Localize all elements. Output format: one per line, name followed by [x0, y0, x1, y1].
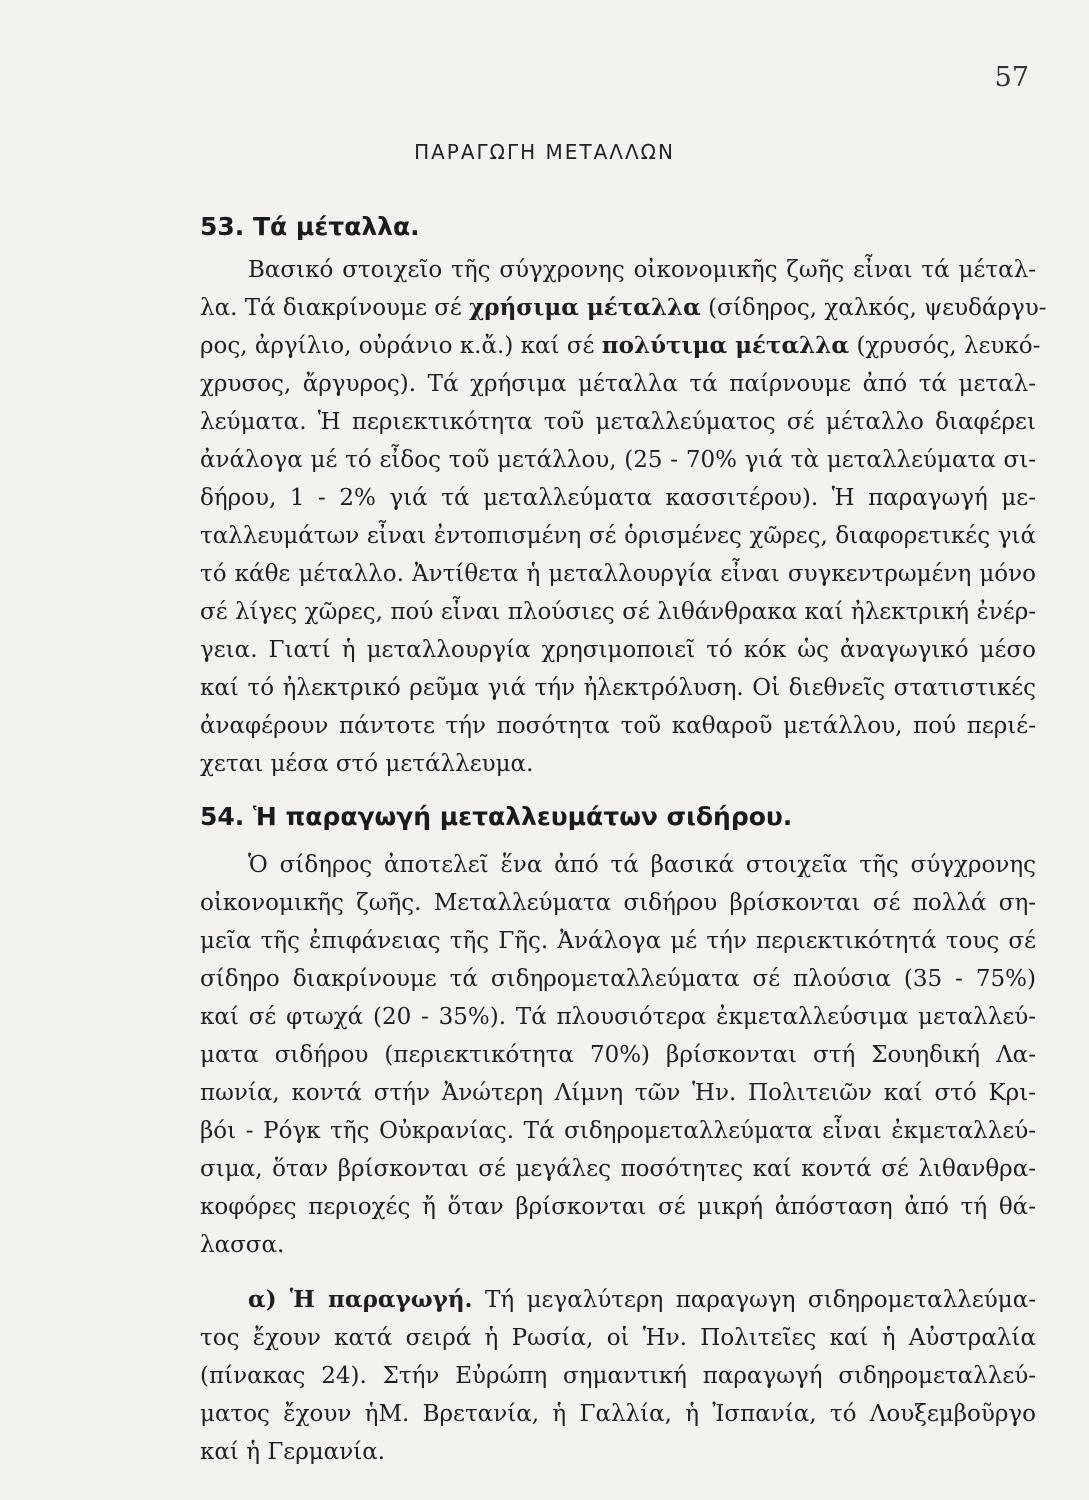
text-line: ἀναφέρουν πάντοτε τήν ποσότητα τοῦ καθαροῦ μετάλλου, πού περιέ- [200, 713, 1036, 739]
text-line: τος ἔχουν κατά σειρά ἡ Ρωσία, οἱ Ἡν. Πολιτεῖες καί ἡ Αὐστραλία [200, 1325, 1036, 1351]
text-line: Ὁ σίδηρος ἀποτελεῖ ἕνα ἀπό τά βασικά στοιχεῖα τῆς σύγχρονης [248, 852, 1036, 878]
text-line: ματα σιδήρου (περιεκτικότητα 70%) βρίσκονται στή Σουηδική Λα- [200, 1042, 1036, 1068]
text-line: λασσα. [200, 1232, 285, 1258]
text-line: Βασικό στοιχεῖο τῆς σύγχρονης οἰκονομικῆς ζωῆς εἶναι τά μέταλ- [248, 257, 1036, 283]
text-line: βόι - Ρόγκ τῆς Οὐκρανίας. Τά σιδηρομεταλλεύματα εἶναι ἐκμεταλλεύ- [200, 1118, 1036, 1144]
text-line: ταλλευμάτων εἶναι ἐντοπισμένη σέ ὁρισμένες χῶρες, διαφορετικές γιά [200, 523, 1036, 549]
text-line: οἰκονομικῆς ζωῆς. Μεταλλεύματα σιδήρου βρίσκονται σέ πολλά ση- [200, 890, 1036, 916]
subsection-a-label: α) Ἡ παραγωγή. [248, 1286, 473, 1313]
text-line: καί ἡ Γερμανία. [200, 1439, 386, 1465]
section-54-heading: 54. Ἡ παραγωγή μεταλλευμάτων σιδήρου. [200, 802, 793, 831]
text-line: λεύματα. Ἡ περιεκτικότητα τοῦ μεταλλεύματος σέ μέταλλο διαφέρει [200, 409, 1036, 435]
text-line: (πίνακας 24). Στήν Εὐρώπη σημαντική παραγωγή σιδηρομεταλλεύ- [200, 1363, 1036, 1389]
text-line: Τή μεγαλύτερη παραγωγη σιδηρομεταλλεύμα- [485, 1287, 1037, 1313]
text-line: δήρου, 1 - 2% γιά τά μεταλλεύματα κασσιτέρου). Ἡ παραγωγή με- [200, 485, 1036, 511]
text-line: σιμα, ὅταν βρίσκονται σέ μεγάλες ποσότητες καί κοντά σέ λιθανθρα- [200, 1156, 1036, 1182]
text-line: σέ λίγες χῶρες, πού εἶναι πλούσιες σέ λιθάνθρακα καί ἠλεκτρική ἐνέρ- [200, 599, 1036, 625]
emphasis-term: πολύτιμα μέταλλα [601, 332, 850, 359]
text-line: χεται μέσα στό μετάλλευμα. [200, 751, 534, 777]
text-line: λα. Τά διακρίνουμε σέ χρήσιμα μέταλλα (σίδηρος, χαλκός, ψευδάργυ- [200, 294, 1047, 321]
section-53-heading: 53. Τά μέταλλα. [200, 212, 420, 241]
emphasis-term: χρήσιμα μέταλλα [469, 294, 701, 321]
text-line: γεια. Γιατί ἡ μεταλλουργία χρησιμοποιεῖ τό κόκ ὡς ἀναγωγικό μέσο [200, 637, 1036, 663]
text-line: καί τό ἠλεκτρικό ρεῦμα γιά τήν ἠλεκτρόλυση. Οἱ διεθνεῖς στατιστικές [200, 675, 1036, 701]
text-line: κοφόρες περιοχές ἤ ὅταν βρίσκονται σέ μικρή ἀπόσταση ἀπό τή θά- [200, 1194, 1036, 1220]
text-line: καί σέ φτωχά (20 - 35%). Τά πλουσιότερα ἐκμεταλλεύσιμα μεταλλεύ- [200, 1004, 1036, 1030]
page-number: 57 [994, 62, 1029, 93]
text-line: ἀνάλογα μέ τό εἶδος τοῦ μετάλλου, (25 - 70% γιά τὰ μεταλλεύματα σι- [200, 447, 1036, 473]
text-line: τό κάθε μέταλλο. Ἀντίθετα ἡ μεταλλουργία εἶναι συγκεντρωμένη μόνο [200, 561, 1036, 587]
text-line: χρυσος, ἄργυρος). Τά χρήσιμα μέταλλα τά παίρνουμε ἀπό τά μεταλ- [200, 371, 1036, 397]
text-line: ρος, ἀργίλιο, οὐράνιο κ.ἄ.) καί σέ πολύτιμα μέταλλα (χρυσός, λευκό- [200, 332, 1041, 359]
chapter-title: ΠΑΡΑΓΩΓΗ ΜΕΤΑΛΛΩΝ [414, 140, 675, 164]
text-line: μεῖα τῆς ἐπιφάνειας τῆς Γῆς. Ἀνάλογα μέ τήν περιεκτικότητά τους σέ [200, 928, 1036, 954]
subsection-a-first-line [248, 1285, 1036, 1315]
text-line: σίδηρο διακρίνουμε τά σιδηρομεταλλεύματα σέ πλούσια (35 - 75%) [200, 966, 1036, 992]
text-line: ματος ἔχουν ἡΜ. Βρετανία, ἡ Γαλλία, ἡ Ἰσπανία, τό Λουξεμβοῦργο [200, 1401, 1036, 1427]
text-line: πωνία, κοντά στήν Ἀνώτερη Λίμνη τῶν Ἡν. Πολιτειῶν καί στό Κρι- [200, 1080, 1036, 1106]
